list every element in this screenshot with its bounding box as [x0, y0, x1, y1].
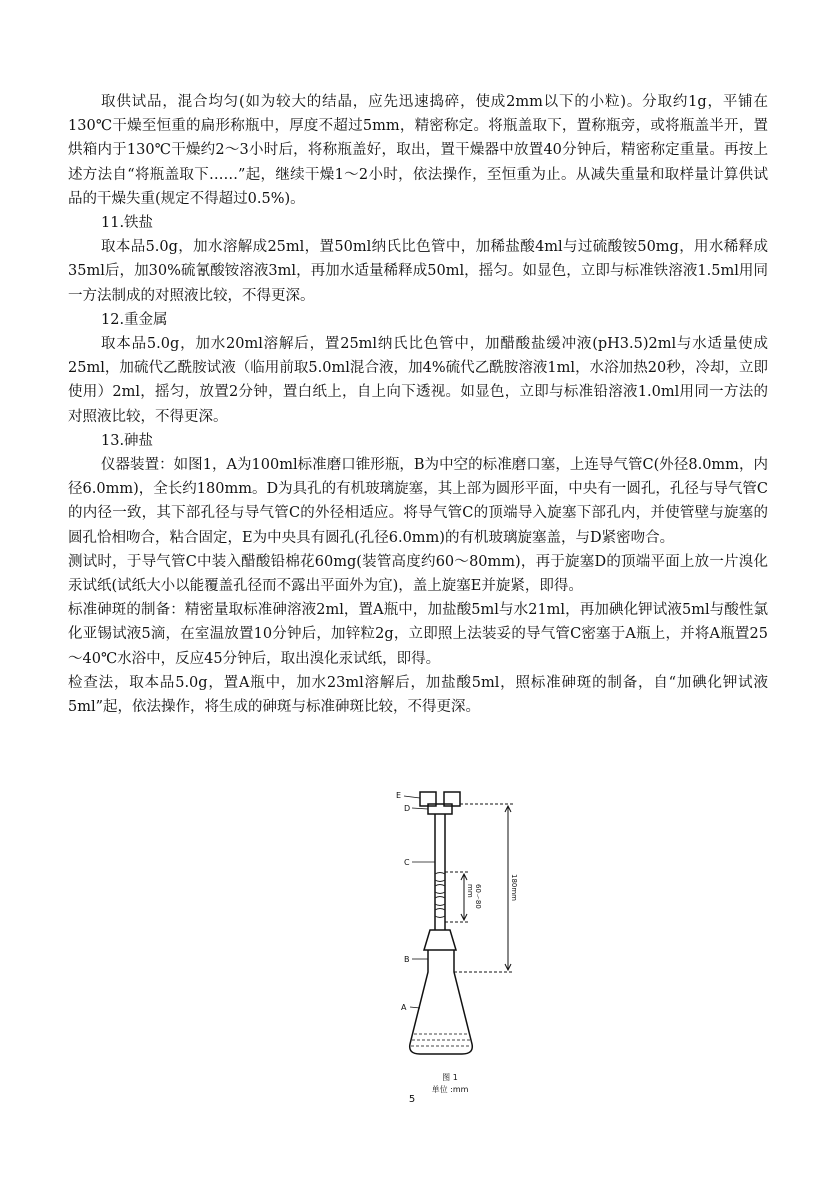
paragraph-testing: 测试时，于导气管C中装入醋酸铅棉花60mg(装管高度约60～80mm)，再于旋塞D的顶端平面上放一片溴化汞试纸(试纸大小以能覆盖孔径而不露出平面外为宜)，盖上旋塞E并旋紧，即得。 — [68, 553, 768, 595]
lead-acetate-cotton — [435, 873, 445, 918]
heading-arsenic: 13.砷盐 — [101, 432, 154, 449]
paragraph-heavy-metals: 取本品5.0g，加水20ml溶解后，置25ml纳氏比色管中，加醋酸盐缓冲液(pH3.5)2ml与水适量使成25ml，加硫代乙酰胺试液（临用前取5.0ml混合液，加4%硫代乙酰胺溶液1ml，水浴加热20秒，冷却，立即使用）2ml，摇匀，放置2分钟，置白纸上，自上向下透视。如显色，立即与标准铅溶液1.0ml用同一方法的对照液比较，不得更深。 — [68, 336, 768, 425]
paragraph-drying: 取供试品，混合均匀(如为较大的结晶，应先迅速捣碎，使成2mm以下的小粒)。分取约1g，平铺在130℃干燥至恒重的扁形称瓶中，厚度不超过5mm，精密称定。将瓶盖取下，置称瓶旁，或将瓶盖半开，置烘箱内于130℃干燥约2～3小时后，将称瓶盖好，取出，置干燥器中放置40分钟后，精密称定重量。再按上述方法自“将瓶盖取下……”起，继续干燥1～2小时，依法操作，至恒重为止。从减失重量和取样量计算供试品的干燥失重(规定不得超过0.5%)。 — [68, 94, 768, 207]
dimension-180 — [454, 804, 514, 972]
paragraph-apparatus: 仪器装置：如图1，A为100ml标准磨口锥形瓶，B为中空的标准磨口塞，上连导气管C(外径8.0mm，内径6.0mm)，全长约180mm。D为具孔的有机玻璃旋塞，其上部为圆形平面，中央有一圆孔，孔径与导气管C的内径一致，其下部孔径与导气管C的外径相适应。将导气管C的顶端导入旋塞下部孔内，并使管壁与旋塞的圆孔恰相吻合，粘合固定，E为中央具有圆孔(孔径6.0mm)的有机玻璃旋塞盖，与D紧密吻合。 — [68, 457, 768, 546]
heading-heavy-metals: 12.重金属 — [101, 311, 168, 328]
label-a: A — [401, 1003, 407, 1012]
label-d: D — [404, 804, 411, 813]
paragraph-standard-arsenic-spot: 标准砷斑的制备：精密量取标准砷溶液2ml，置A瓶中，加盐酸5ml与水21ml，再加碘化钾试液5ml与酸性氯化亚锡试液5滴，在室温放置10分钟后，加锌粒2g，立即照上法装妥的导气管C密塞于A瓶上，并将A瓶置25～40℃水浴中，反应45分钟后，取出溴化汞试纸，即得。 — [68, 602, 768, 667]
label-e: E — [396, 791, 402, 800]
figure-unit: 单位 :mm — [431, 1085, 469, 1094]
apparatus-diagram — [390, 782, 550, 1112]
conical-flask-a — [410, 950, 473, 1054]
label-dim-total: 180mm — [510, 874, 518, 901]
label-c: C — [404, 858, 410, 867]
label-dim-fill: 60～80 mm — [466, 884, 482, 909]
body-text — [68, 90, 768, 719]
flask-liquid — [411, 1034, 471, 1046]
figure-apparatus — [390, 782, 550, 1112]
label-b: B — [404, 955, 410, 964]
paragraph-inspection-method: 检查法，取本品5.0g，置A瓶中，加水23ml溶解后，加盐酸5ml，照标准砷斑的制备，自“加碘化钾试液5ml”起，依法操作，将生成的砷斑与标准砷斑比较，不得更深。 — [68, 674, 768, 716]
ground-stopper-b — [424, 930, 456, 950]
label-leaders — [404, 796, 435, 1008]
heading-iron-salt: 11.铁盐 — [101, 215, 154, 232]
page-number: 5 — [408, 1094, 416, 1105]
figure-caption: 图 1 — [442, 1073, 458, 1082]
paragraph-iron-salt: 取本品5.0g，加水溶解成25ml，置50ml纳氏比色管中，加稀盐酸4ml与过硫酸铵50mg，用水稀释成35ml后，加30%硫氰酸铵溶液3ml，再加水适量稀释成50ml，摇匀。如显色，立即与标准铁溶液1.5ml用同一方法制成的对照液比较，不得更深。 — [68, 239, 768, 304]
